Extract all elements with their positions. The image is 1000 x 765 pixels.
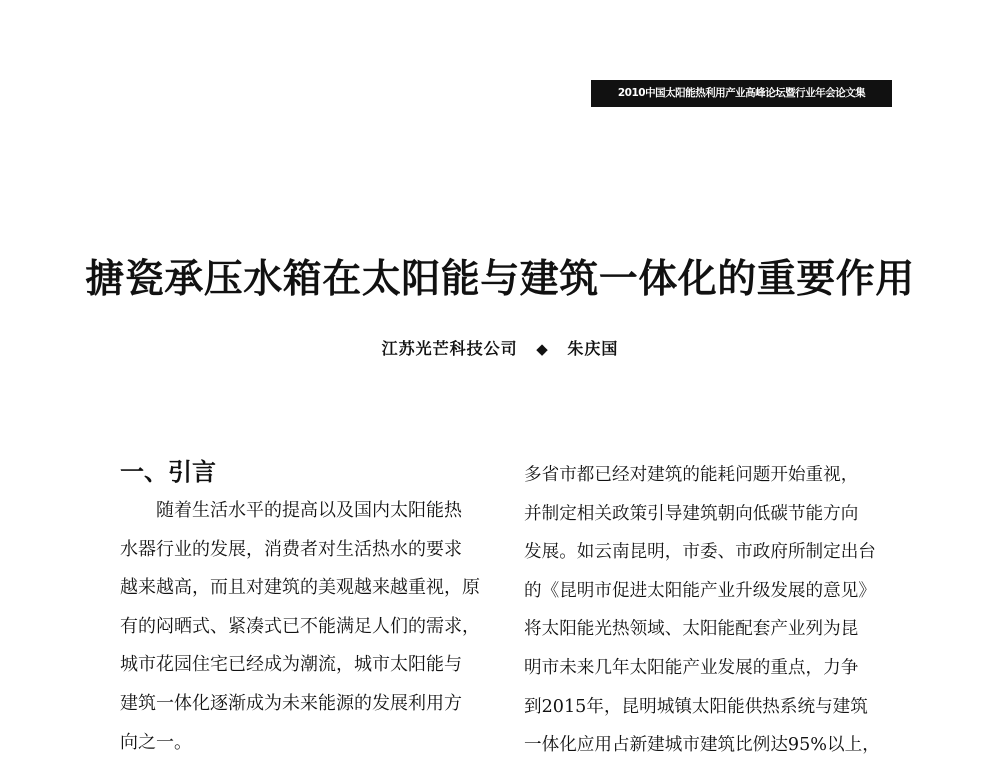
text-line: 随着生活水平的提高以及国内太阳能热	[156, 500, 462, 521]
text-line: 明市未来几年太阳能产业发展的重点，力争	[524, 657, 859, 678]
text-line: 并制定相关政策引导建筑朝向低碳节能方向	[524, 503, 859, 524]
author-name: 朱庆国	[567, 339, 619, 358]
text-line: 向之一。	[120, 731, 192, 753]
text-line: 一体化应用占新建城市建筑比例达95%以上，	[524, 735, 880, 756]
text-line: 越来越高，而且对建筑的美观越来越重视，原	[120, 577, 480, 599]
text-line: 水器行业的发展，消费者对生活热水的要求	[120, 538, 462, 560]
body-column-left	[120, 492, 494, 762]
author-affiliation: 江苏光芒科技公司	[381, 339, 518, 358]
journal-header-banner: 2010中国太阳能热利用产业高峰论坛暨行业年会论文集	[591, 80, 892, 107]
diamond-separator-icon: ◆	[536, 340, 549, 358]
section-heading-introduction: 一、引言	[120, 457, 216, 486]
text-line: 到2015年，昆明城镇太阳能供热系统与建筑	[524, 696, 868, 717]
body-column-right	[524, 456, 894, 765]
text-line: 的《昆明市促进太阳能产业升级发展的意见》	[524, 580, 876, 601]
text-line: 多省市都已经对建筑的能耗问题开始重视，	[524, 465, 859, 485]
text-line: 有的闷晒式、紧凑式已不能满足人们的需求，	[120, 615, 480, 637]
text-line: 发展。如云南昆明，市委、市政府所制定出台	[524, 542, 876, 563]
article-title: 搪瓷承压水箱在太阳能与建筑一体化的重要作用	[85, 256, 915, 302]
text-line: 城市花园住宅已经成为潮流，城市太阳能与	[120, 654, 462, 676]
text-line: 将太阳能光热领域、太阳能配套产业列为昆	[524, 619, 859, 640]
text-line: 建筑一体化逐渐成为未来能源的发展利用方	[120, 692, 462, 714]
author-byline	[0, 338, 1000, 360]
